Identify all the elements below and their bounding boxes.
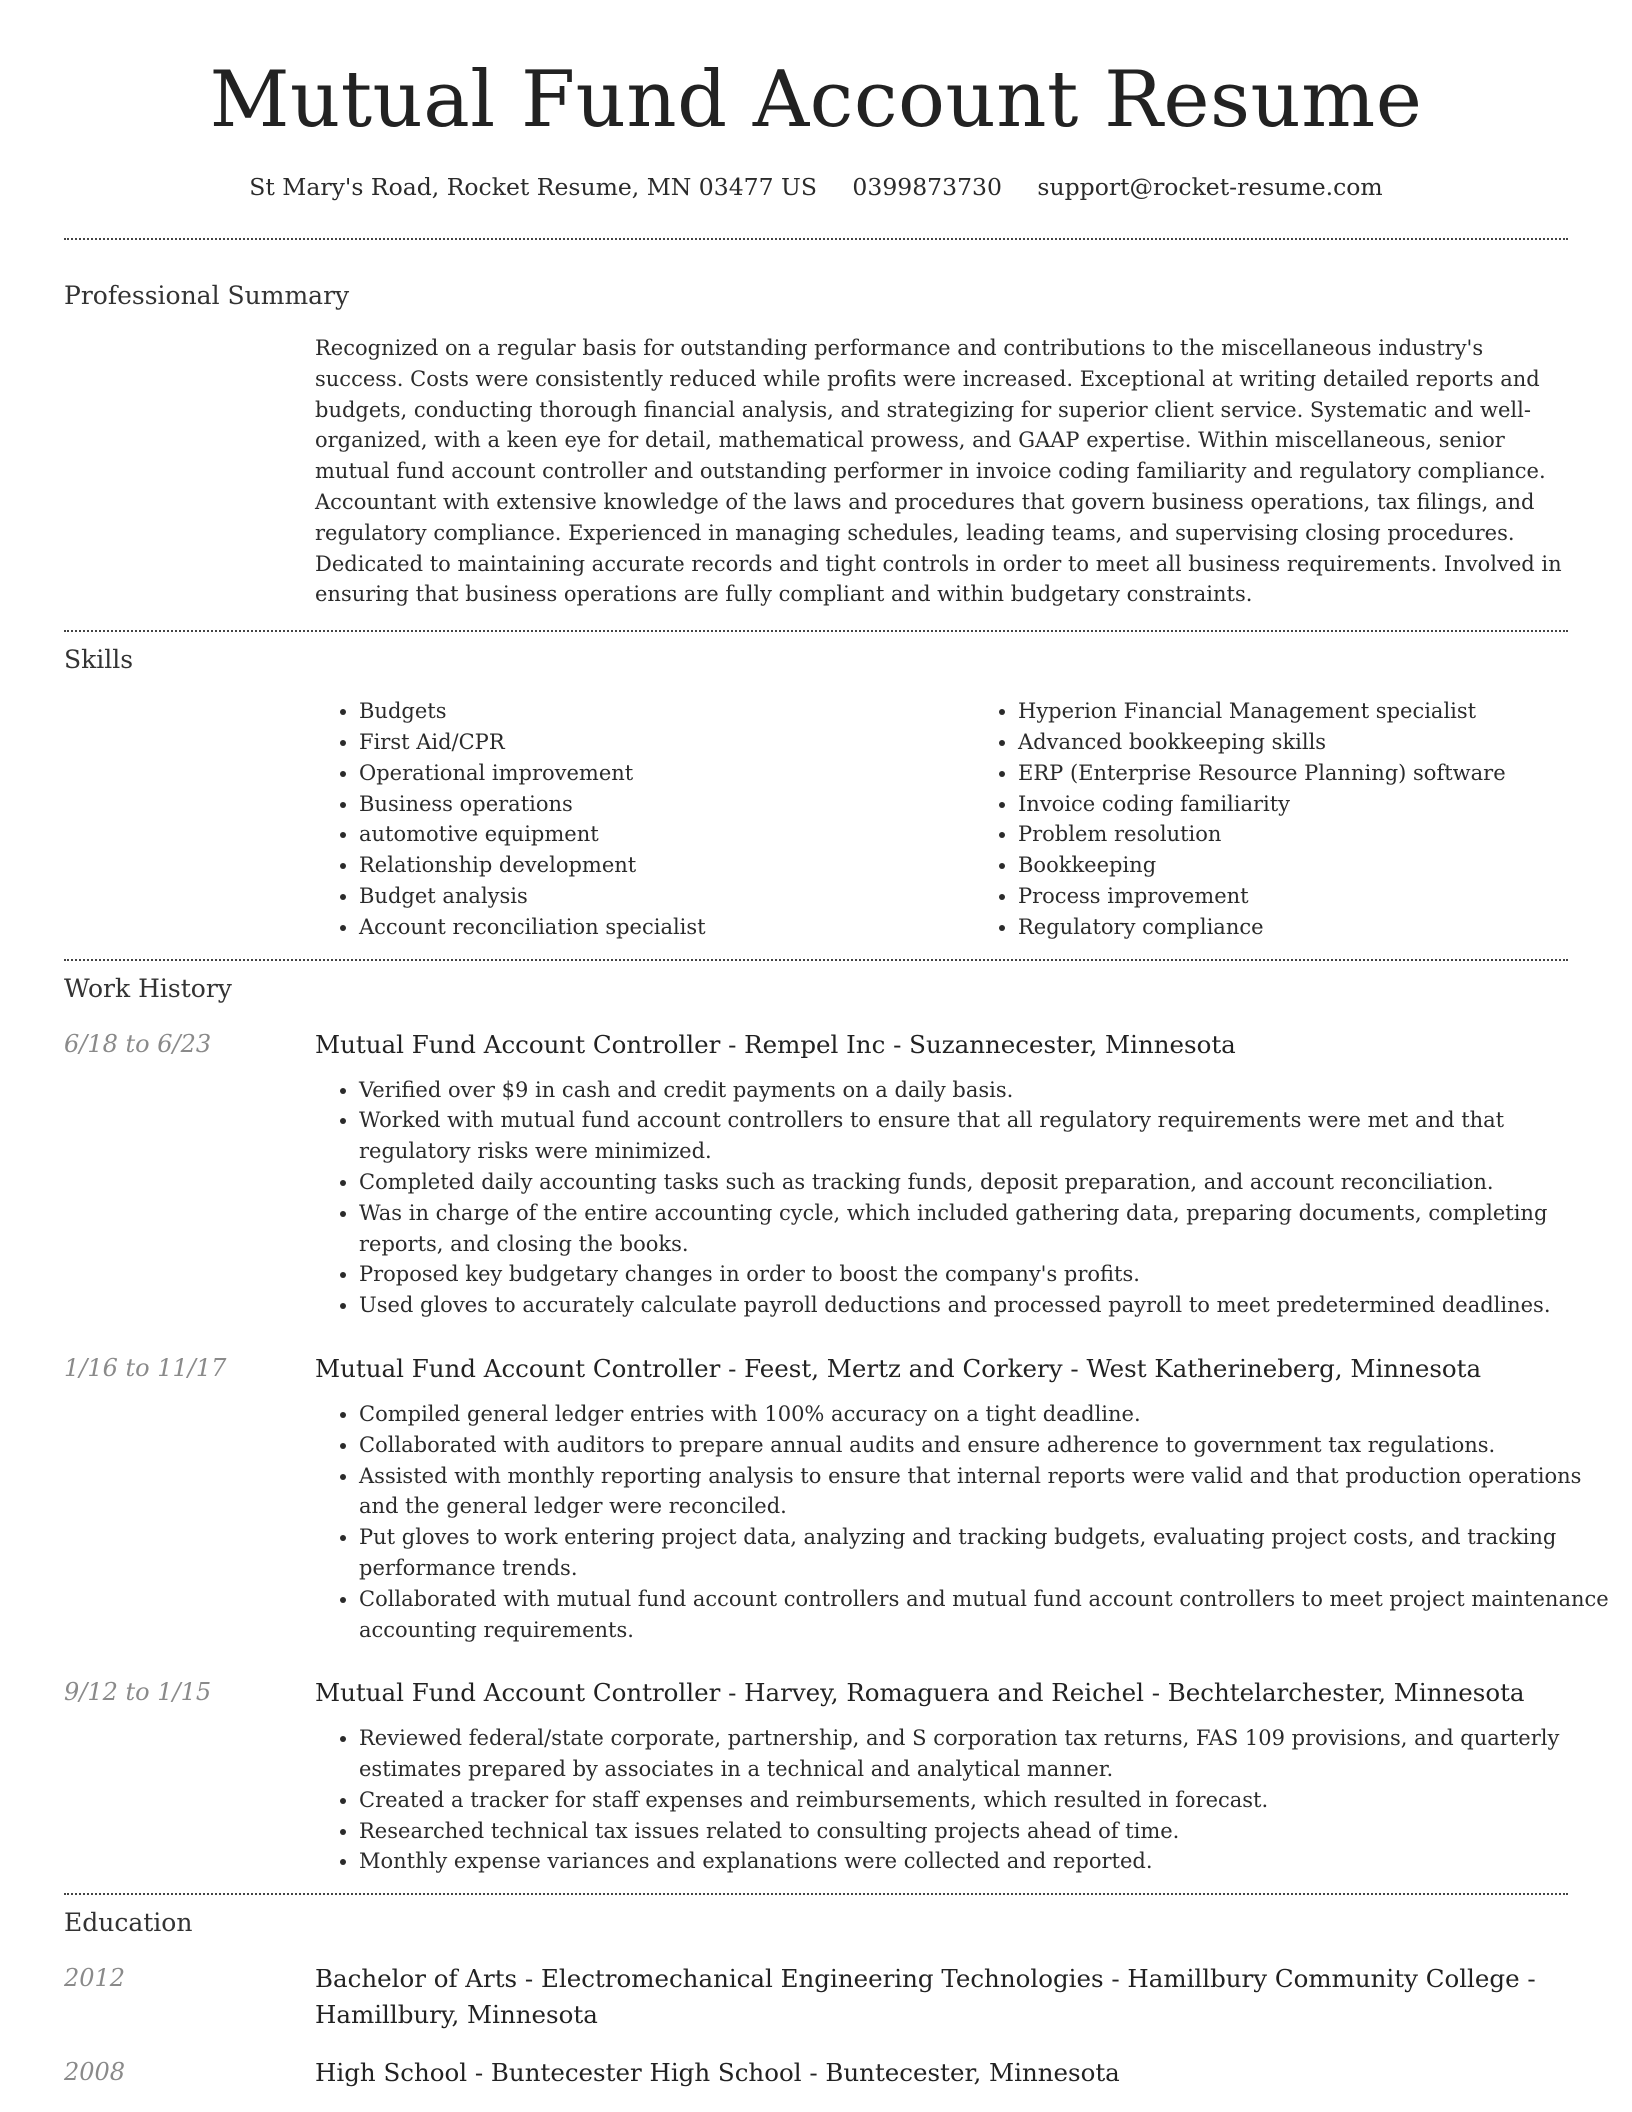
- skill-item: • Process improvement: [1018, 881, 1632, 912]
- summary-text: Recognized on a regular basis for outstanding performance and contributions to the miscellaneous industry's success. Costs were consistently reduced while profits were increased. Exceptional at writing detailed reports and budgets, conducting thorough financial analysis, and strategizing for superior client service. Systematic and well-organized, with a keen eye for detail, mathematical prowess, and GAAP expertise. Within miscellaneous, senior mutual fund account controller and outstanding performer in invoice coding familiarity and regulatory compliance. Accountant with extensive knowledge of the laws and procedures that govern business operations, tax filings, and regulatory compliance. Experienced in managing schedules, leading teams, and supervising closing procedures. Dedicated to maintaining accurate records and tight controls in order to meet all business requirements. Involved in ensuring that business operations are fully compliant and within budgetary constraints.: [315, 336, 1562, 607]
- section-title-summary: Professional Summary: [64, 281, 350, 310]
- education-year: 2012: [64, 1964, 126, 1993]
- divider: [64, 630, 1568, 632]
- skill-item: • Operational improvement: [359, 758, 974, 789]
- education-title: Bachelor of Arts - Electromechanical Engineering Technologies - Hamillbury Community College - Hamillbury, Minnesota: [315, 1964, 1536, 2030]
- skill-item: • Advanced bookkeeping skills: [1018, 727, 1632, 758]
- skill-item: • Business operations: [359, 789, 974, 820]
- work-bullet: • Researched technical tax issues related to consulting projects ahead of time.: [359, 1816, 1612, 1847]
- work-bullet: • Verified over $9 in cash and credit payments on a daily basis.: [359, 1075, 1612, 1106]
- work-entry: [64, 1027, 1568, 1321]
- work-bullet: • Used gloves to accurately calculate payroll deductions and processed payroll to meet predetermined deadlines.: [359, 1290, 1612, 1321]
- skill-item: • ERP (Enterprise Resource Planning) software: [1018, 758, 1632, 789]
- skill-item: • Budgets: [359, 696, 974, 727]
- education-title: High School - Buntecester High School - Buntecester, Minnesota: [315, 2058, 1120, 2088]
- education-entry: [64, 1961, 1568, 2033]
- contact-line: [64, 170, 1568, 204]
- divider: [64, 959, 1568, 961]
- work-bullets: [315, 1723, 1612, 1877]
- skill-item: • Regulatory compliance: [1018, 912, 1632, 943]
- work-bullet: • Proposed key budgetary changes in order to boost the company's profits.: [359, 1259, 1612, 1290]
- work-bullet: • Reviewed federal/state corporate, partnership, and S corporation tax returns, FAS 109 provisions, and quarterly estimates prepared by associates in a technical and analytical manner.: [359, 1723, 1612, 1785]
- skill-item: • Account reconciliation specialist: [359, 912, 974, 943]
- section-professional-summary: [64, 280, 1568, 610]
- work-bullet: • Was in charge of the entire accounting cycle, which included gathering data, preparing documents, completing reports, and closing the books.: [359, 1198, 1612, 1260]
- skill-item: • Bookkeeping: [1018, 850, 1632, 881]
- section-title-skills: Skills: [64, 645, 134, 675]
- work-dates: 6/18 to 6/23: [64, 1029, 212, 1058]
- skill-item: • Budget analysis: [359, 881, 974, 912]
- skill-item: • automotive equipment: [359, 819, 974, 850]
- skill-item: • Invoice coding familiarity: [1018, 789, 1632, 820]
- work-bullets: [315, 1399, 1612, 1645]
- work-title: Mutual Fund Account Controller - Feest, Mertz and Corkery - West Katherineberg, Minnesota: [315, 1353, 1482, 1383]
- skill-item: • Problem resolution: [1018, 819, 1632, 850]
- skills-list-left: [315, 696, 974, 942]
- work-bullet: • Completed daily accounting tasks such as tracking funds, deposit preparation, and account reconciliation.: [359, 1167, 1612, 1198]
- divider: [64, 238, 1568, 240]
- section-work-history: [64, 973, 1609, 1878]
- work-bullet: • Assisted with monthly reporting analysis to ensure that internal reports were valid and that production operations and the general ledger were reconciled.: [359, 1461, 1612, 1523]
- section-title-work: Work History: [64, 973, 232, 1003]
- resume-title: Mutual Fund Account Resume: [209, 55, 1423, 145]
- work-details: [315, 1675, 1568, 1877]
- work-dates: 9/12 to 1/15: [64, 1678, 212, 1707]
- work-bullet: • Worked with mutual fund account controllers to ensure that all regulatory requirements were met and that regulatory risks were minimized.: [359, 1105, 1612, 1167]
- work-details: [315, 1027, 1568, 1321]
- work-bullet: • Put gloves to work entering project data, analyzing and tracking budgets, evaluating project costs, and tracking performance trends.: [359, 1522, 1612, 1584]
- skill-item: • Relationship development: [359, 850, 974, 881]
- divider: [64, 1893, 1568, 1895]
- work-dates: 1/16 to 11/17: [64, 1353, 227, 1382]
- skill-item: • First Aid/CPR: [359, 727, 974, 758]
- work-entry: [64, 1351, 1609, 1645]
- skill-item: • Hyperion Financial Management specialist: [1018, 696, 1632, 727]
- work-bullet: • Monthly expense variances and explanations were collected and reported.: [359, 1846, 1612, 1877]
- work-title: Mutual Fund Account Controller - Rempel Inc - Suzannecester, Minnesota: [315, 1029, 1236, 1059]
- work-details: [315, 1351, 1609, 1645]
- education-entry: [64, 2055, 1568, 2091]
- section-education: [64, 1907, 1568, 2091]
- work-bullet: • Compiled general ledger entries with 100% accuracy on a tight deadline.: [359, 1399, 1612, 1430]
- resume-page: [64, 0, 1609, 2091]
- work-bullet: • Collaborated with mutual fund account controllers and mutual fund account controllers to meet project maintenance accounting requirements.: [359, 1584, 1612, 1646]
- work-bullets: [315, 1075, 1612, 1321]
- skills-grid: [315, 696, 1568, 942]
- section-title-education: Education: [64, 1908, 193, 1938]
- education-year: 2008: [64, 2058, 126, 2087]
- section-skills: [64, 644, 1568, 942]
- work-bullet: • Created a tracker for staff expenses and reimbursements, which resulted in forecast.: [359, 1785, 1612, 1816]
- work-title: Mutual Fund Account Controller - Harvey, Romaguera and Reichel - Bechtelarchester, Minnesota: [315, 1678, 1525, 1708]
- skills-list-right: [974, 696, 1632, 942]
- work-bullet: • Collaborated with auditors to prepare annual audits and ensure adherence to government tax regulations.: [359, 1430, 1612, 1461]
- contact-address: St Mary's Road, Rocket Resume, MN 03477 US: [249, 173, 817, 201]
- contact-email: support@rocket-resume.com: [1037, 173, 1383, 201]
- work-entry: [64, 1675, 1568, 1877]
- contact-phone: 0399873730: [852, 173, 1002, 201]
